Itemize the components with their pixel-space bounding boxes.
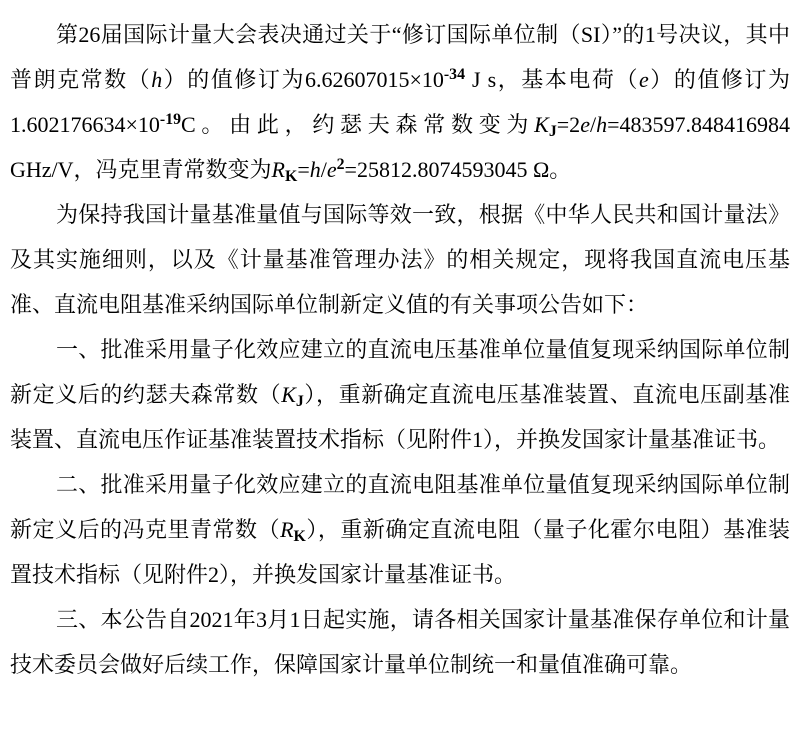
physics-symbol-italic: R: [280, 517, 294, 542]
physics-symbol-italic: e: [638, 67, 649, 92]
physics-symbol-italic: h: [309, 157, 321, 182]
paragraph-5: [10, 597, 790, 687]
subscript-index: J: [295, 392, 304, 410]
text-run: 一、批准采用量子化效应建立的直流电压基准单位量值复现采纳国际单位制新定义后的约瑟夫森常数（: [10, 337, 790, 407]
paragraph-2: [10, 192, 790, 327]
paragraph-3: [10, 327, 790, 462]
superscript-exponent: -19: [159, 111, 182, 129]
paragraph-1: [10, 12, 790, 192]
physics-symbol-italic: K: [281, 382, 296, 407]
text-run: /: [320, 157, 327, 182]
subscript-index: K: [285, 167, 298, 185]
physics-symbol-italic: K: [534, 112, 549, 137]
physics-symbol-italic: e: [326, 157, 337, 182]
text-run: ），重新确定直流电压基准装置、直流电压副基准装置、直流电压作证基准装置技术指标（见附件1），并换发国家计量基准证书。: [10, 382, 790, 452]
text-run: C。由此，约瑟夫森常数变为: [181, 112, 535, 137]
text-run: 二、批准采用量子化效应建立的直流电阻基准单位量值复现采纳国际单位制新定义后的冯克里青常数（: [10, 472, 790, 542]
subscript-index: K: [293, 527, 306, 545]
subscript-index: J: [548, 122, 557, 140]
text-run: ）的值修订为6.62607015×10: [162, 67, 444, 92]
physics-symbol-italic: e: [580, 112, 590, 137]
superscript-exponent: 2: [336, 156, 345, 174]
text-run: /: [589, 112, 597, 137]
text-run: ），重新确定直流电阻（量子化霍尔电阻）基准装置技术指标（见附件2），并换发国家计量基准证书。: [10, 517, 790, 587]
text-run: 为保持我国计量基准量值与国际等效一致，根据《中华人民共和国计量法》及其实施细则，以及《计量基准管理办法》的相关规定，现将我国直流电压基准、直流电阻基准采纳国际单位制新定义值的有关事项公告如下：: [10, 202, 790, 317]
text-run: 第26届国际计量大会表决通过关于“修订国际单位制（SI）”的1号决议，其中普朗克常数（: [10, 22, 790, 92]
text-run: J s，基本电荷（: [465, 67, 639, 92]
physics-symbol-italic: h: [151, 67, 163, 92]
text-run: =25812.8074593045 Ω。: [344, 157, 572, 182]
text-run: =2: [556, 112, 581, 137]
paragraph-4: [10, 462, 790, 597]
physics-symbol-italic: R: [271, 157, 285, 182]
document-body: [10, 12, 790, 687]
superscript-exponent: -34: [443, 66, 466, 84]
text-run: =: [297, 157, 310, 182]
text-run: 三、本公告自2021年3月1日起实施，请各相关国家计量基准保存单位和计量技术委员会做好后续工作，保障国家计量单位制统一和量值准确可靠。: [10, 607, 790, 677]
text-run: ）的值修订为1.602176634×10: [10, 67, 790, 137]
text-run: =483597.848416984 GHz/V，冯克里青常数变为: [10, 112, 790, 182]
physics-symbol-italic: h: [596, 112, 608, 137]
